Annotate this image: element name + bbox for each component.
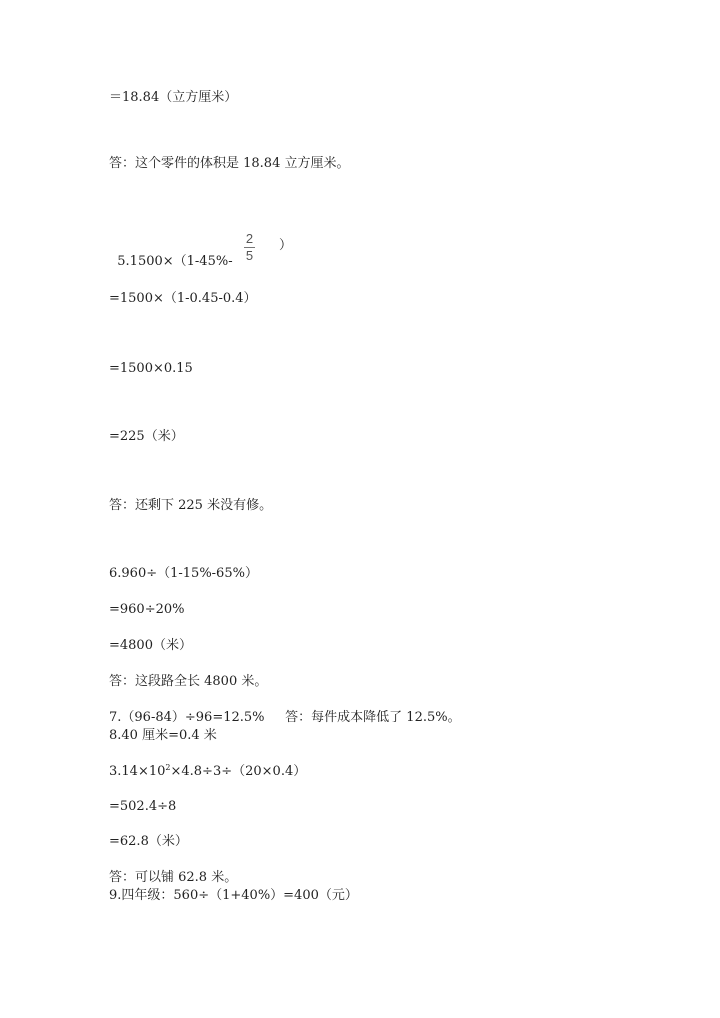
q5-prefix: 5.1500×（1-45%- [117,254,233,269]
q6-step-1: =960÷20% [109,602,185,617]
q8-exponent: 2 [165,763,171,772]
q5-step-3: =225（米） [109,429,184,444]
q5-suffix: ） [279,238,293,253]
fraction-numerator: 2 [245,231,254,246]
q5-step-1: =1500×（1-0.45-0.4） [109,291,257,306]
q6-step-2: =4800（米） [109,638,192,653]
question-6-expression: 6.960÷（1-15%-65%） [109,566,258,581]
q8-expr-part-a: 3.14×10 [109,764,166,779]
q6-answer: 答：这段路全长 4800 米。 [109,674,268,689]
q5-answer: 答：还剩下 225 米没有修。 [109,498,273,513]
q8-expr-part-b: ×4.8÷3÷（20×0.4） [170,764,307,779]
q8-step-2: =62.8（米） [109,834,188,849]
question-9-line: 9.四年级：560÷（1+40%）=400（元） [109,888,358,903]
question-5-expression [109,238,233,270]
q5-step-2: =1500×0.15 [109,361,193,376]
answer-line-volume-answer: 答：这个零件的体积是 18.84 立方厘米。 [109,156,350,171]
answer-line-volume-result: ＝18.84（立方厘米） [109,90,238,105]
question-8-line: 8.40 厘米=0.4 米 [109,728,217,743]
fraction-two-fifths [244,232,255,263]
fraction-denominator: 5 [245,248,254,263]
q8-answer: 答：可以铺 62.8 米。 [109,870,238,885]
q8-step-1: =502.4÷8 [109,799,177,814]
q8-expression [109,764,306,780]
question-7-line: 7.（96-84）÷96=12.5% 答：每件成本降低了 12.5%。 [109,710,461,725]
